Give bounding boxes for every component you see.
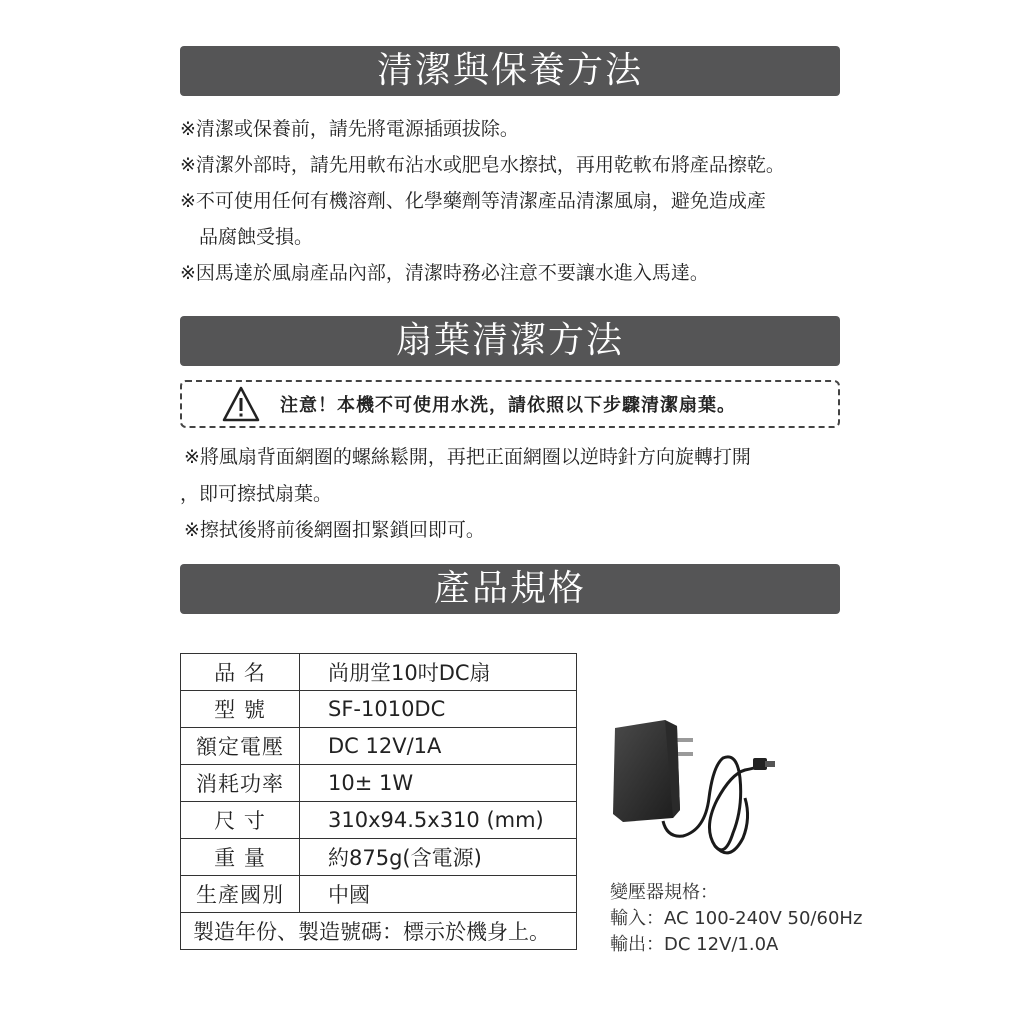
spec-key: 品 名 (181, 654, 300, 691)
spec-section-title: 產品規格 (180, 564, 840, 614)
spec-key: 生產國別 (181, 876, 300, 913)
spec-value: 尚朋堂10吋DC扇 (300, 654, 577, 691)
adapter-spec-output: 輸出：DC 12V/1.0A (610, 934, 779, 955)
spec-footer-row (181, 913, 577, 950)
cleaning-line-1: ※清潔或保養前，請先將電源插頭拔除。 (180, 118, 519, 140)
cleaning-line-5: ※因馬達於風扇產品內部，清潔時務必注意不要讓水進入馬達。 (180, 262, 709, 284)
spec-row (181, 839, 577, 876)
adapter-spec (610, 880, 862, 958)
blade-line-1: ※將風扇背面網圈的螺絲鬆開，再把正面網圈以逆時針方向旋轉打開 (184, 446, 751, 468)
warning-text: 注意！本機不可使用水洗，請依照以下步驟清潔扇葉。 (280, 395, 736, 416)
power-adapter-image (605, 718, 780, 868)
spec-value: 310x94.5x310 (mm) (300, 802, 577, 839)
adapter-spec-title: 變壓器規格： (610, 882, 718, 903)
spec-value: DC 12V/1A (300, 728, 577, 765)
spec-footer: 製造年份、製造號碼：標示於機身上。 (181, 913, 577, 950)
spec-key: 重 量 (181, 839, 300, 876)
blade-line-2: ，即可擦拭扇葉。 (180, 483, 333, 505)
spec-row (181, 876, 577, 913)
spec-value: SF-1010DC (300, 691, 577, 728)
spec-value: 約875g(含電源) (300, 839, 577, 876)
warning-box (180, 380, 840, 428)
spec-key: 額定電壓 (181, 728, 300, 765)
adapter-spec-input: 輸入：AC 100-240V 50/60Hz (610, 908, 863, 929)
spec-value: 中國 (300, 876, 577, 913)
blade-line-3: ※擦拭後將前後網圈扣緊鎖回即可。 (184, 519, 485, 541)
cleaning-line-3: ※不可使用任何有機溶劑、化學藥劑等清潔產品清潔風扇，避免造成產 (180, 190, 766, 212)
blade-section-title: 扇葉清潔方法 (180, 316, 840, 366)
spec-row (181, 765, 577, 802)
spec-table (180, 653, 577, 950)
warning-triangle-icon (222, 386, 260, 422)
spec-row (181, 654, 577, 691)
spec-row (181, 691, 577, 728)
spec-row (181, 728, 577, 765)
spec-value: 10± 1W (300, 765, 577, 802)
cleaning-line-2: ※清潔外部時，請先用軟布沾水或肥皂水擦拭，再用乾軟布將產品擦乾。 (180, 154, 785, 176)
spec-key: 型 號 (181, 691, 300, 728)
spec-key: 尺 寸 (181, 802, 300, 839)
cleaning-section-title: 清潔與保養方法 (180, 46, 840, 96)
spec-key: 消耗功率 (181, 765, 300, 802)
spec-row (181, 802, 577, 839)
cleaning-line-4: 品腐蝕受損。 (180, 226, 314, 248)
